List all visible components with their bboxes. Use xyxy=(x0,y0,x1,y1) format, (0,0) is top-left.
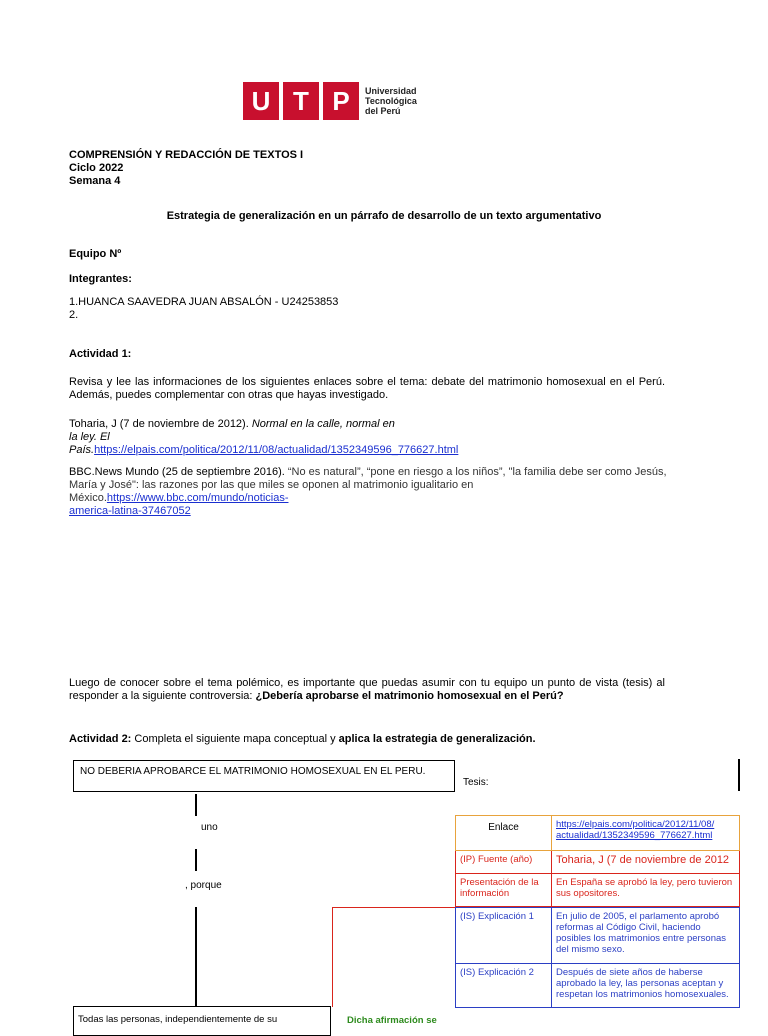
explicacion2-value: Después de siete años de haberse aprobado la ley, las personas aceptan y respetan los matrimonios homosexuales. xyxy=(556,967,729,1000)
enlace-link-line2: actualidad/1352349596_776627.html xyxy=(556,830,713,841)
connector-line-2 xyxy=(195,849,197,871)
activity2-text: Completa el siguiente mapa conceptual y xyxy=(131,733,339,745)
connector-uno: uno xyxy=(201,822,218,833)
ref2-link-line2: america-latina-37467052 xyxy=(69,505,191,517)
enlace-link-line1: https://elpais.com/politica/2012/11/08/ xyxy=(556,819,715,830)
members-label: Integrantes: xyxy=(69,273,132,285)
logo-letter-p: P xyxy=(323,82,359,120)
activity1-label: Actividad 1: xyxy=(69,348,132,360)
explicacion2-label: (IS) Explicación 2 xyxy=(460,967,534,978)
course-header xyxy=(69,149,303,188)
member-1: 1.HUANCA SAAVEDRA JUAN ABSALÓN - U24253853 xyxy=(69,296,339,308)
logo-letter-u: U xyxy=(243,82,279,120)
logo-line2: Tecnológica xyxy=(365,96,417,106)
branch-line-top xyxy=(332,907,456,908)
fuente-label: (IP) Fuente (año) xyxy=(460,854,533,865)
presentacion-value: En España se aprobó la ley, pero tuvieron sus opositores. xyxy=(556,877,733,899)
explicacion1-label-cell xyxy=(455,907,552,964)
activity2-instructions xyxy=(69,733,536,746)
utp-logo xyxy=(243,82,417,120)
ref2-source: BBC.News Mundo (25 de septiembre 2016). xyxy=(69,466,288,478)
ref1-italic-2: País. xyxy=(69,444,95,456)
thesis-right-edge xyxy=(738,759,740,791)
enlace-value-cell xyxy=(552,815,740,851)
explicacion1-label: (IS) Explicación 1 xyxy=(460,911,534,922)
thesis-box[interactable] xyxy=(73,760,455,792)
controversy-text xyxy=(69,677,665,703)
controversy-intro: Luego de conocer sobre el tema polémico, es importante que puedas asumir con tu equipo un punto de vista (tesis) al responder a la siguiente controversia: xyxy=(69,677,665,702)
explicacion1-value-cell xyxy=(552,907,740,964)
fuente-value: Toharia, J (7 de noviembre de 2012 xyxy=(556,854,730,866)
connector-line-1 xyxy=(195,794,197,816)
argument-text: Todas las personas, independientemente de su xyxy=(78,1014,278,1025)
ref1-link[interactable]: https://elpais.com/politica/2012/11/08/actualidad/1352349596_776627.html xyxy=(94,444,459,456)
page-title: Estrategia de generalización en un párrafo de desarrollo de un texto argumentativo xyxy=(166,210,602,222)
logo-line3: del Perú xyxy=(365,106,401,116)
thesis-label: Tesis: xyxy=(463,777,489,788)
reference-2 xyxy=(69,466,669,518)
ref1-text: Toharia, J (7 de noviembre de 2012). xyxy=(69,418,252,430)
logo-text xyxy=(365,86,417,116)
presentacion-value-cell xyxy=(552,874,740,907)
explicacion2-label-cell xyxy=(455,964,552,1008)
controversy-question: ¿Debería aprobarse el matrimonio homosexual en el Perú? xyxy=(255,690,564,702)
enlace-link[interactable] xyxy=(556,819,714,841)
fuente-value-cell xyxy=(552,851,740,874)
fuente-label-cell xyxy=(455,851,552,874)
logo-letter-t: T xyxy=(283,82,319,120)
ref2-link-line1: https://www.bbc.com/mundo/noticias- xyxy=(106,492,289,504)
thesis-text: NO DEBERIA APROBARCE EL MATRIMONIO HOMOSEXUAL EN EL PERU. xyxy=(80,766,426,777)
course-week: Semana 4 xyxy=(69,175,121,187)
claim-note: Dicha afirmación se xyxy=(347,1015,437,1026)
activity1-intro: Revisa y lee las informaciones de los siguientes enlaces sobre el tema: debate del matrimonio homosexual en el Perú. Además, puedes complementar con otras que hayas investigado. xyxy=(69,376,665,401)
member-2: 2. xyxy=(69,309,79,321)
enlace-label: Enlace xyxy=(488,822,519,833)
enlace-label-cell xyxy=(455,815,552,851)
activity2-label: Actividad 2: xyxy=(69,733,132,745)
presentacion-label: Presentación de la información xyxy=(460,877,539,899)
activity2-bold: aplica la estrategia de generalización. xyxy=(338,733,536,745)
ref1-italic: Normal en la calle, normal en la ley. El xyxy=(69,418,395,443)
presentacion-label-cell xyxy=(455,874,552,907)
branch-line-vertical xyxy=(332,907,333,1007)
team-label: Equipo Nº xyxy=(69,248,122,260)
connector-porque: , porque xyxy=(185,880,222,891)
explicacion1-value: En julio de 2005, el parlamento aprobó reformas al Código Civil, haciendo posibles los matrimonios entre personas del mismo sexo. xyxy=(556,911,727,955)
reference-1 xyxy=(69,418,459,457)
connector-line-3 xyxy=(195,907,197,1007)
explicacion2-value-cell xyxy=(552,964,740,1008)
course-title: COMPRENSIÓN Y REDACCIÓN DE TEXTOS I xyxy=(69,149,304,161)
argument-box[interactable] xyxy=(73,1006,331,1036)
ref2-title: “No es natural”, “pone en riesgo a los niños”, "la familia debe ser como Jesús, María y José": las razones por las que miles se oponen al matrimonio igualitario en México. xyxy=(69,466,667,504)
logo-line1: Universidad xyxy=(365,86,417,96)
course-cycle: Ciclo 2022 xyxy=(69,162,124,174)
